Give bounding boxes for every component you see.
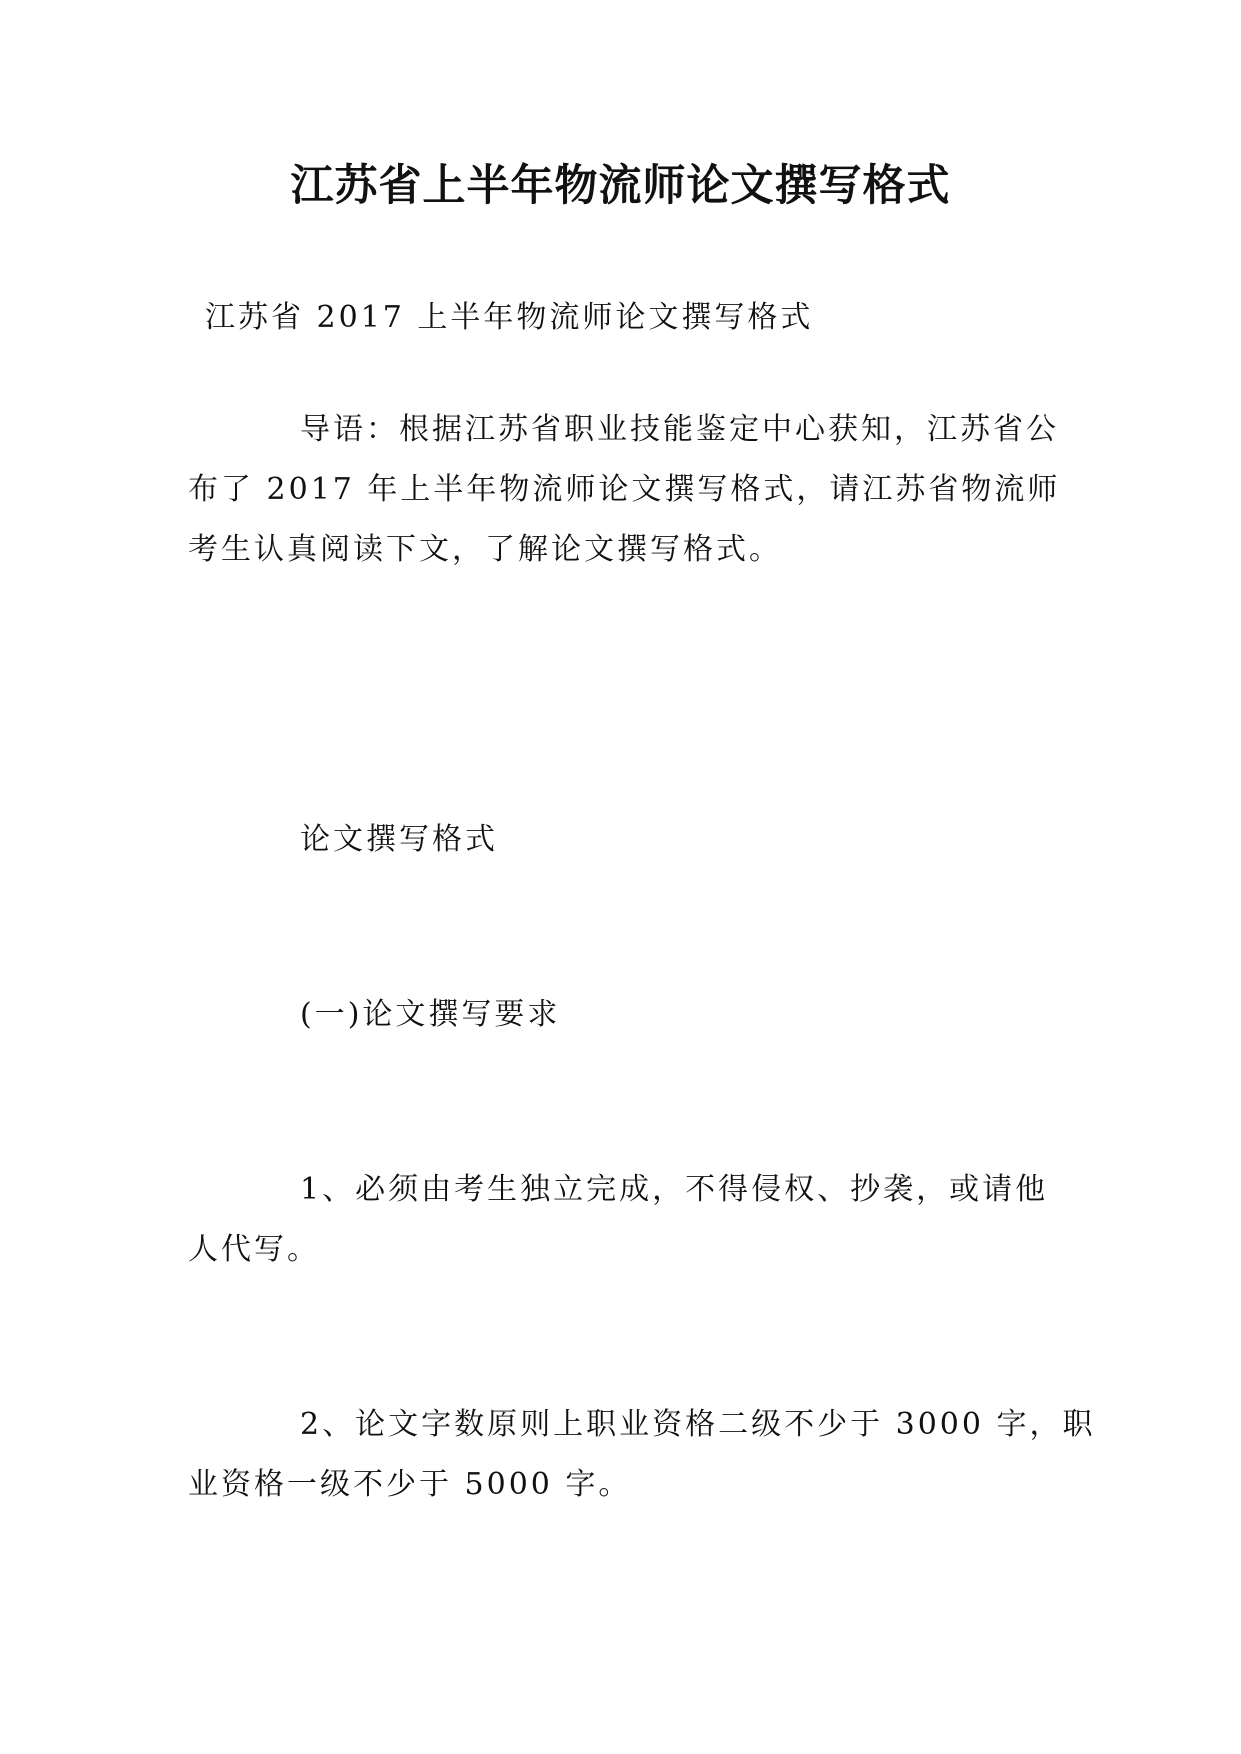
intro-line-2: 布了 2017 年上半年物流师论文撰写格式，请江苏省物流师 bbox=[188, 472, 1061, 507]
intro-line-3: 考生认真阅读下文，了解论文撰写格式。 bbox=[188, 532, 782, 567]
subsection-heading-text: (一)论文撰写要求 bbox=[300, 997, 561, 1032]
subtitle-text: 江苏省 2017 上半年物流师论文撰写格式 bbox=[205, 300, 814, 335]
requirement-item-2 bbox=[188, 1395, 1096, 1515]
document-title: 江苏省上半年物流师论文撰写格式 bbox=[290, 161, 951, 211]
section-heading bbox=[188, 810, 1056, 870]
document-subtitle bbox=[205, 288, 1073, 348]
section-heading-text: 论文撰写格式 bbox=[300, 822, 498, 857]
subsection-heading bbox=[188, 985, 1056, 1045]
intro-line-1: 导语：根据江苏省职业技能鉴定中心获知，江苏省公 bbox=[300, 412, 1059, 447]
item1-line-2: 人代写。 bbox=[188, 1232, 320, 1267]
requirement-item-1 bbox=[188, 1160, 1056, 1280]
item1-line-1: 1、必须由考生独立完成，不得侵权、抄袭，或请他 bbox=[300, 1172, 1049, 1207]
item2-line-1: 2、论文字数原则上职业资格二级不少于 3000 字，职 bbox=[300, 1407, 1096, 1442]
item2-line-2: 业资格一级不少于 5000 字。 bbox=[188, 1467, 632, 1502]
intro-paragraph bbox=[188, 400, 1061, 580]
